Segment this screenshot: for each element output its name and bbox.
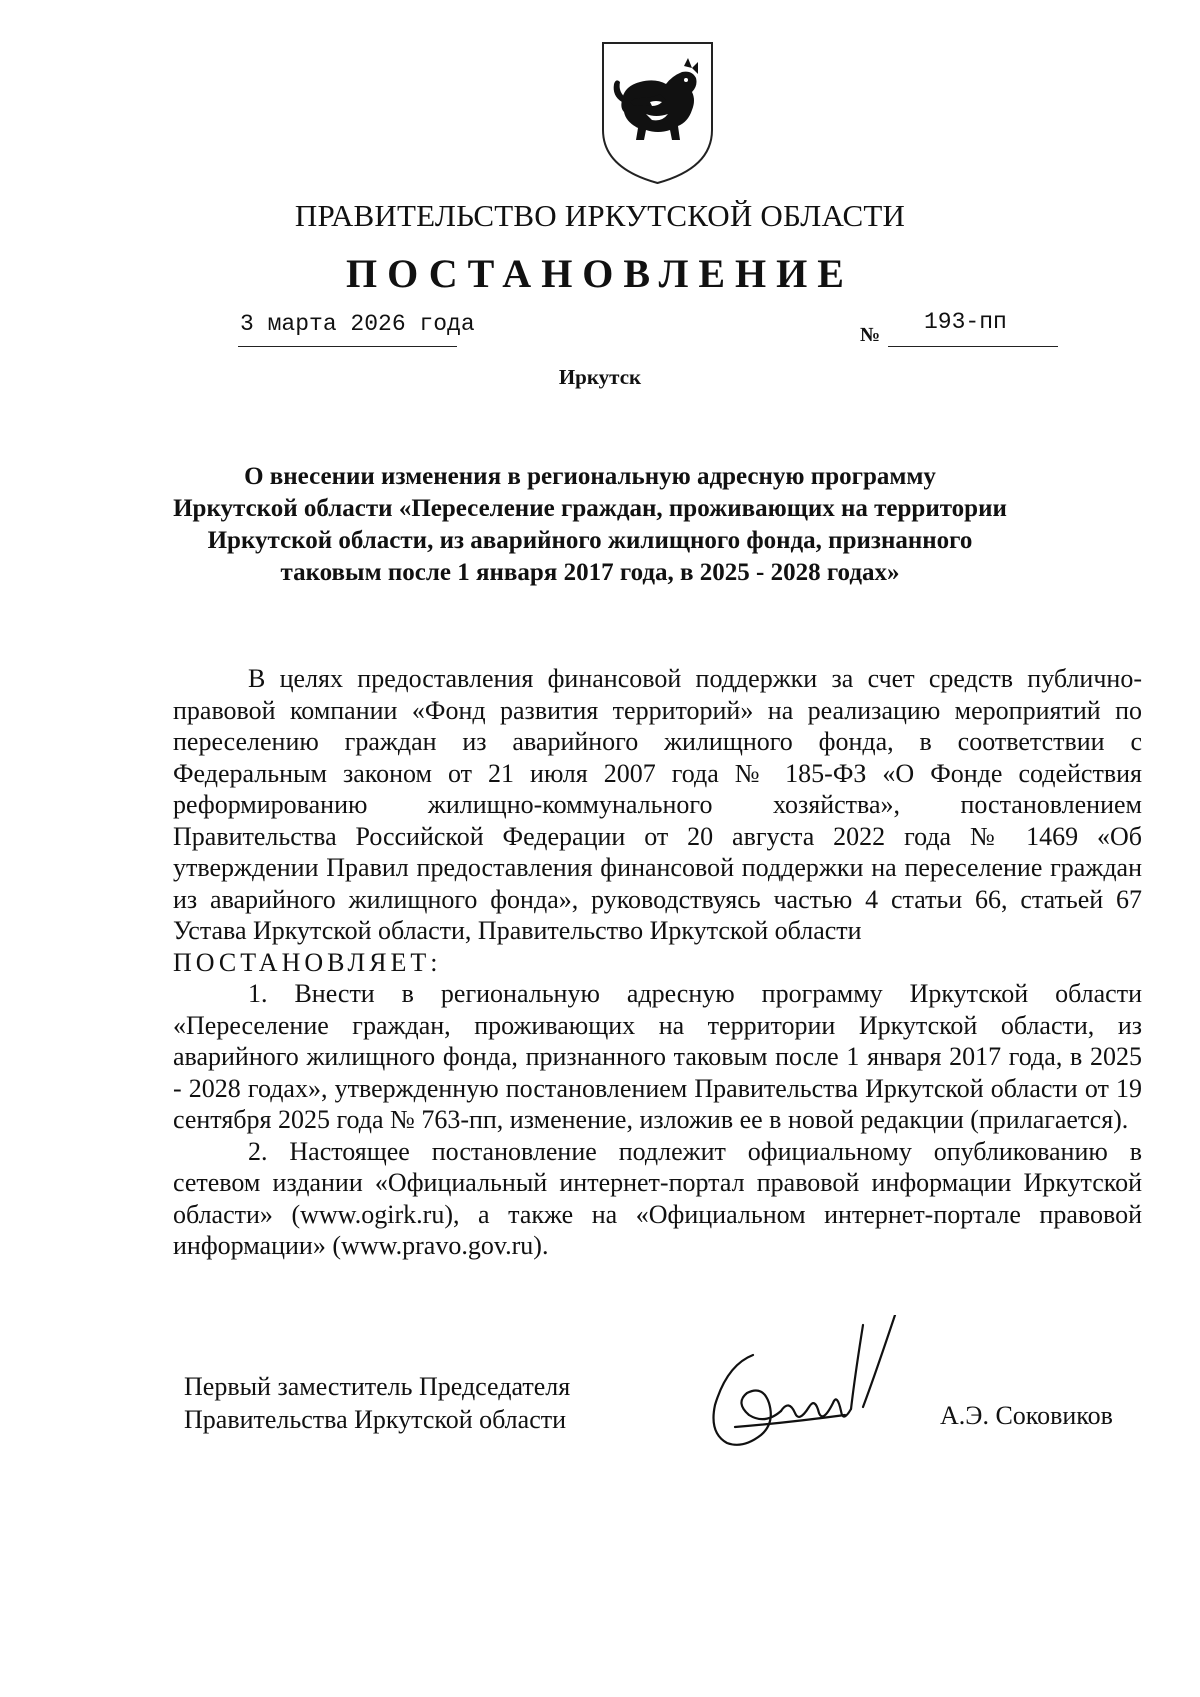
document-type: ПОСТАНОВЛЕНИЕ: [346, 251, 854, 296]
title-line: таковым после 1 января 2017 года, в 2025 - 2028 годах»: [280, 559, 900, 586]
resolves-word: ПОСТАНОВЛЯЕТ:: [173, 947, 442, 977]
document-body: [173, 663, 1142, 1262]
document-number: 193-пп: [924, 309, 1007, 335]
date-underline: [238, 346, 457, 347]
signatory-position-line: Правительства Иркутской области: [184, 1405, 567, 1434]
handwritten-signature: [705, 1315, 905, 1465]
item-2-paragraph: 2. Настоящее постановление подлежит официальному опубликованию в сетевом издании «Официальный интернет-портал правовой информации Иркутской области» (www.ogirk.ru), а также на «Официальном интернет-портале правовой информации» (www.pravo.gov.ru).: [173, 1136, 1142, 1260]
signatory-name: А.Э. Соковиков: [940, 1401, 1113, 1430]
document-date: 3 марта 2026 года: [240, 311, 475, 337]
document-title: [170, 461, 1010, 589]
title-line: Иркутской области, из аварийного жилищного фонда, признанного: [207, 527, 973, 554]
item-1-paragraph: 1. Внести в региональную адресную программу Иркутской области «Переселение граждан, проживающих на территории Иркутской области, из аварийного жилищного фонда, признанного таковым после 1 января 2017 года, в 2025 - 2028 годах», утвержденную постановлением Правительства Иркутской области от 19 сентября 2025 года № 763-пп, изменение, изложив ее в новой редакции (прилагается).: [173, 979, 1142, 1134]
signatory-position: [184, 1370, 570, 1436]
title-line: Иркутской области «Переселение граждан, проживающих на территории: [173, 495, 1007, 522]
number-sign: №: [860, 324, 881, 346]
preamble-paragraph: В целях предоставления финансовой поддержки за счет средств публично-правовой компании «Фонд развития территорий» на реализацию мероприятий по переселению граждан из аварийного жилищного фонда, в соответствии с Федеральным законом от 21 июля 2007 года № 185-ФЗ «О Фонде содействия реформированию жилищно-коммунального хозяйства», постановлением Правительства Российской Федерации от 20 августа 2022 года № 1469 «Об утверждении Правил предоставления финансовой поддержки на переселение граждан из аварийного жилищного фонда», руководствуясь частью 4 статьи 66, статьей 67 Устава Иркутской области, Правительство Иркутской области: [173, 664, 1142, 945]
organization-name: ПРАВИТЕЛЬСТВО ИРКУТСКОЙ ОБЛАСТИ: [294, 198, 906, 233]
coat-of-arms-icon: [600, 40, 715, 186]
city: Иркутск: [558, 365, 642, 389]
signatory-position-line: Первый заместитель Председателя: [184, 1372, 571, 1401]
number-underline: [888, 346, 1058, 347]
title-line: О внесении изменения в региональную адресную программу: [244, 463, 936, 490]
